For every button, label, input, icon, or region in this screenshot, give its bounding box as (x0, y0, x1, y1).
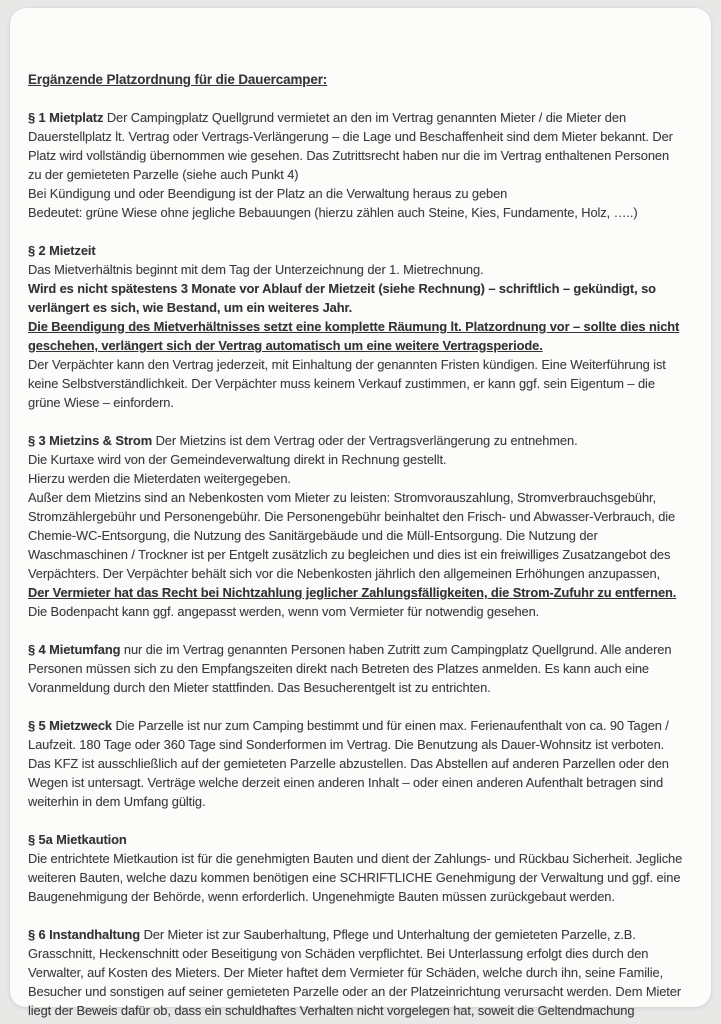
paragraph (28, 260, 685, 279)
section-1-mietplatz (28, 108, 685, 222)
section-5a-mietkaution (28, 830, 685, 906)
text-run: § 6 Instandhaltung (28, 927, 144, 942)
text-run: , (656, 566, 661, 581)
section-6-instandhaltung (28, 925, 685, 1020)
paragraph (28, 830, 685, 849)
section-2-mietzeit (28, 241, 685, 412)
text-run: § 4 Mietumfang (28, 642, 124, 657)
text-run: § 1 Mietplatz (28, 110, 107, 125)
section-4-mietumfang (28, 640, 685, 697)
paragraph (28, 583, 685, 602)
text-run: Der Verpächter kann den Vertrag jederzeit, mit Einhaltung der genannten Fristen kündigen. Eine Weiterführung ist keine Selbstverständlichkeit. Der Verpächter muss keinem Verkauf zustimmen, er kann ggf. sein Eigentum – die grüne Wiese – einfordern. (28, 357, 666, 410)
paragraph (28, 602, 685, 621)
section-5-mietzweck (28, 716, 685, 811)
text-run: § 5 Mietzweck (28, 718, 116, 733)
document-title: Ergänzende Platzordnung für die Dauercamper: (28, 72, 328, 87)
text-run: nur die im Vertrag genannten Personen haben Zutritt zum Campingplatz Quellgrund. Alle anderen Personen müssen sich zu den Empfangszeiten direkt nach Betreten des Platzes anmelden. Es kann auch eine Voranmeldung durch den Mieter stattfinden. Das Besucherentgelt ist zu entrichten. (28, 642, 672, 695)
text-run: Bei Kündigung und oder Beendigung ist der Platz an die Verwaltung heraus zu geben (28, 186, 508, 201)
text-run: Die Parzelle ist nur zum Camping bestimmt und für einen max. Ferienaufenthalt von ca. 90 Tagen / Laufzeit. 180 Tage oder 360 Tage sind Sonderformen im Vertrag. Die Benutzung als Dauer-Wohnsitz ist verboten. Das KFZ ist ausschließlich auf der gemieteten Parzelle abzustellen. Das Abstellen auf anderen Parzellen oder den Wegen ist untersagt. Verträge welche derzeit einen anderen Inhalt – oder einen anderen Aufenthalt betragen sind weiterhin in dem Umfang gültig. (28, 718, 669, 809)
text-run: Die Beendigung des Mietverhältnisses setzt eine komplette Räumung lt. Platzordnung vor – sollte dies nicht geschehen, verlängert sich der Vertrag automatisch um eine weitere Vertragsperiode. (28, 319, 680, 353)
text-run: Das Mietverhältnis beginnt mit dem Tag der Unterzeichnung der 1. Mietrechnung. (28, 262, 484, 277)
text-run: Der Vermieter hat das Recht bei Nichtzahlung jeglicher Zahlungsfälligkeiten, die Strom-Zufuhr zu entfernen. (28, 585, 677, 600)
paragraph (28, 469, 685, 488)
document-page (10, 8, 711, 1018)
paragraph (28, 488, 685, 583)
paragraph (28, 640, 685, 697)
text-run: § 5a Mietkaution (28, 832, 127, 847)
text-run: Hierzu werden die Mieterdaten weitergegeben. (28, 471, 291, 486)
text-run: § 2 Mietzeit (28, 243, 96, 258)
paragraph (28, 184, 685, 203)
paragraph (28, 279, 685, 317)
text-run: Der Campingplatz Quellgrund vermietet an den im Vertrag genannten Mieter / die Mieter den Dauerstellplatz lt. Vertrag oder Vertrags-Verlängerung – die Lage und Beschaffenheit sind dem Mieter bekannt. Der Platz wird vollständig übernommen wie gesehen. Das Zutrittsrecht haben nur die im Vertrag enthaltenen Personen zu der gemieteten Parzelle (siehe auch Punkt 4) (28, 110, 673, 182)
paragraph (28, 431, 685, 450)
paragraph (28, 108, 685, 184)
text-run: Der Mietzins ist dem Vertrag oder der Vertragsverlängerung zu entnehmen. (155, 433, 578, 448)
text-run: Der Mieter ist zur Sauberhaltung, Pflege und Unterhaltung der gemieteten Parzelle, z.B. Grasschnitt, Heckenschnitt oder Beseitigung von Schäden verpflichtet. Bei Unterlassung erfolgt dies durch den Verwalter, auf Kosten des Mieters. Der Mieter haftet dem Vermieter für Schäden, welche durch ihn, seine Familie, Besucher und sonstigen auf seiner gemieteten Parzelle oder an der Platzeinrichtung verursacht werden. Dem Mieter liegt der Beweis dafür ob, dass ein schuldhaftes Verhalten nicht vorgelegen hat, soweit die Geltendmachung (28, 927, 682, 1018)
text-run: Die Kurtaxe wird von der Gemeindeverwaltung direkt in Rechnung gestellt. (28, 452, 447, 467)
text-run: Außer dem Mietzins sind an Nebenkosten vom Mieter zu leisten: Stromvorauszahlung, Stromverbrauchsgebühr, Stromzählergebühr und Personengebühr. Die Personengebühr beinhaltet den Frisch- und Abwasser-Verbrauch, die Chemie-WC-Entsorgung, die Nutzung des Sanitärgebäude und die Müll-Entsorgung. Die Nutzung der Waschmaschinen / Trockner ist per Entgelt zusätzlich zu begleichen und dies ist ein freiwilliges Zusatzangebot des Verpächters. Der Verpächter behält sich vor die Nebenkosten jährlich den allgemeinen Erhöhungen anzupassen (28, 490, 676, 581)
text-run: Die Bodenpacht kann ggf. angepasst werden, wenn vom Vermieter für notwendig gesehen. (28, 604, 540, 619)
paragraph (28, 450, 685, 469)
paragraph (28, 925, 685, 1020)
section-3-mietzins-strom (28, 431, 685, 621)
paragraph (28, 203, 685, 222)
text-run: Bedeutet: grüne Wiese ohne jegliche Bebauungen (hierzu zählen auch Steine, Kies, Fundamente, Holz, …..) (28, 205, 638, 220)
paragraph (28, 716, 685, 811)
text-run: Die entrichtete Mietkaution ist für die genehmigten Bauten und dient der Zahlungs- und Rückbau Sicherheit. Jegliche weiteren Bauten, welche dazu kommen benötigen eine SCHRIFTLICHE Genehmigung der Verwaltung und ggf. eine Baugenehmigung der Behörde, wenn erforderlich. Ungenehmigte Bauten müssen zurückgebaut werden. (28, 851, 683, 904)
text-run: § 3 Mietzins & Strom (28, 433, 156, 448)
paragraph (28, 241, 685, 260)
text-run: Wird es nicht spätestens 3 Monate vor Ablauf der Mietzeit (siehe Rechnung) – schriftlich – gekündigt, so verlängert es sich, wie Bestand, um ein weiteres Jahr. (28, 281, 656, 315)
paragraph (28, 849, 685, 906)
paragraph (28, 317, 685, 355)
paragraph (28, 355, 685, 412)
document-body (28, 108, 685, 1020)
